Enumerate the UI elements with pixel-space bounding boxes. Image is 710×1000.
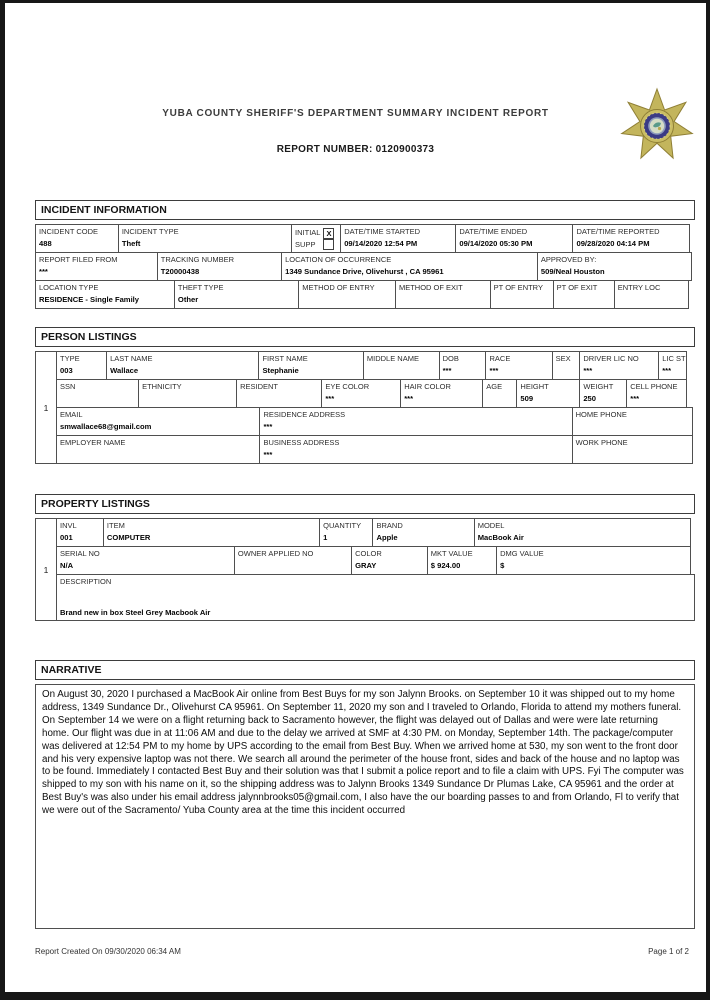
property-row-2 bbox=[56, 546, 695, 575]
footer-page-number: Page 1 of 2 bbox=[648, 947, 689, 956]
description-label: DESCRIPTION bbox=[60, 577, 112, 586]
initial-label: INITIAL bbox=[295, 228, 321, 237]
person-index: 1 bbox=[35, 351, 57, 464]
pt-of-exit-cell bbox=[553, 280, 615, 309]
lic-st-cell bbox=[658, 351, 687, 380]
narrative-text: On August 30, 2020 I purchased a MacBook Air online from Best Buys for my son Jalynn Brooks. on September 10 it was shipped out to my home address, 1349 Sundance Dr., Olivehurst CA 95961. On September 11, 2020 my son and I traveled to Orlando, Florida to attend my mothers funeral. On September 14 we were on a flight returning back to Sacramento however, the flight was delayed out of Dallas and were were late returning home. Our flight was due in at 11:06 AM and due to the delay we arrived at SMF at 4:30 PM. on Monday, September 14th. The package/computer was delivered at 12:54 PM to my home by UPS according to the email from Best Buy. When we arrived home at 530, my son went to the front door and his very expensive laptop was not there. We search all around the perimeter of the house front, sides and back of the house and no laptop was to be found. Immediately I contacted Best Buy and their solution was that I submit a police report and to file a claim with UPS. Fyi The computer was shipped to my son with his name on it, so the shipping address was to Jalynn Brooks 1349 Sundance Dr Plumas Lake, CA 95961 and the order at Best Buy's was also under his email address jalynnbrooks05@gmail.com, I also have the our boarding passes to and from Orlando, Fl to verify that we were out of the Sacramento/ Yuba County area at the time this incident occurred bbox=[35, 684, 695, 929]
pt-of-exit-value bbox=[557, 295, 611, 304]
race-value: *** bbox=[489, 366, 499, 375]
middle-name-value bbox=[367, 366, 436, 375]
height-label: HEIGHT bbox=[520, 382, 549, 391]
report-filed-from-cell bbox=[35, 252, 158, 281]
date-ended-value: 09/14/2020 05:30 PM bbox=[459, 239, 533, 248]
location-type-value: RESIDENCE - Single Family bbox=[39, 295, 140, 304]
property-row-3 bbox=[56, 574, 695, 621]
date-reported-value: 09/28/2020 04:14 PM bbox=[576, 239, 650, 248]
model-value: MacBook Air bbox=[477, 533, 524, 542]
theft-type-cell bbox=[174, 280, 299, 309]
work-phone-cell bbox=[572, 435, 693, 464]
item-label: ITEM bbox=[106, 521, 125, 530]
mkt-value-value: $ 924.00 bbox=[430, 561, 461, 570]
invl-label: INVL bbox=[60, 521, 77, 530]
eye-color-value: *** bbox=[325, 394, 335, 403]
residence-address-value: *** bbox=[263, 422, 273, 431]
driver-lic-no-cell bbox=[579, 351, 659, 380]
person-section-title: PERSON LISTINGS bbox=[35, 327, 695, 347]
employer-name-label: EMPLOYER NAME bbox=[60, 438, 126, 447]
pt-of-exit-label: PT OF EXIT bbox=[556, 283, 598, 292]
business-address-cell bbox=[259, 435, 572, 464]
quantity-cell bbox=[319, 518, 373, 547]
middle-name-cell bbox=[363, 351, 440, 380]
incident-type-cell bbox=[118, 224, 292, 253]
sex-cell bbox=[552, 351, 581, 380]
employer-name-cell bbox=[56, 435, 260, 464]
initial-supp-cell bbox=[291, 224, 341, 253]
dob-value: *** bbox=[442, 366, 452, 375]
tracking-number-value: T20000438 bbox=[160, 267, 200, 276]
race-label: RACE bbox=[489, 354, 511, 363]
first-name-cell bbox=[258, 351, 363, 380]
dmg-value-value: $ bbox=[500, 561, 505, 570]
owner-applied-no-value bbox=[238, 561, 348, 570]
age-label: AGE bbox=[486, 382, 503, 391]
brand-value: Apple bbox=[376, 533, 398, 542]
mkt-value-cell bbox=[427, 546, 497, 575]
description-value: Brand new in box Steel Grey Macbook Air bbox=[60, 608, 211, 617]
hair-color-cell bbox=[400, 379, 483, 408]
incident-section-title: INCIDENT INFORMATION bbox=[35, 200, 695, 220]
first-name-value: Stephanie bbox=[262, 366, 299, 375]
person-type-value: 003 bbox=[60, 366, 73, 375]
method-of-entry-cell bbox=[298, 280, 396, 309]
invl-cell bbox=[56, 518, 104, 547]
last-name-label: LAST NAME bbox=[110, 354, 153, 363]
entry-loc-label: ENTRY LOC bbox=[617, 283, 661, 292]
resident-value bbox=[240, 394, 318, 403]
supp-label: SUPP bbox=[295, 240, 316, 249]
serial-no-cell bbox=[56, 546, 235, 575]
email-cell bbox=[56, 407, 260, 436]
theft-type-value: Other bbox=[177, 295, 199, 304]
incident-row-1 bbox=[35, 224, 695, 253]
home-phone-cell bbox=[572, 407, 693, 436]
cell-phone-label: CELL PHONE bbox=[630, 382, 678, 391]
date-reported-label: DATE/TIME REPORTED bbox=[576, 227, 660, 236]
ethnicity-label: ETHNICITY bbox=[142, 382, 182, 391]
business-address-label: BUSINESS ADDRESS bbox=[263, 438, 340, 447]
date-reported-cell bbox=[572, 224, 689, 253]
theft-type-label: THEFT TYPE bbox=[177, 283, 224, 292]
location-type-label: LOCATION TYPE bbox=[39, 283, 99, 292]
incident-row-3 bbox=[35, 280, 695, 309]
entry-loc-cell bbox=[614, 280, 689, 309]
brand-cell bbox=[372, 518, 474, 547]
dmg-value-cell bbox=[496, 546, 691, 575]
lic-st-label: LIC ST bbox=[662, 354, 686, 363]
employer-name-value bbox=[60, 450, 256, 459]
eye-color-cell bbox=[321, 379, 401, 408]
sex-value bbox=[556, 366, 577, 375]
work-phone-label: WORK PHONE bbox=[575, 438, 628, 447]
date-started-cell bbox=[340, 224, 456, 253]
home-phone-label: HOME PHONE bbox=[575, 410, 627, 419]
tracking-number-cell bbox=[157, 252, 282, 281]
dob-cell bbox=[439, 351, 487, 380]
owner-applied-no-label: OWNER APPLIED NO bbox=[237, 549, 314, 558]
incident-code-cell bbox=[35, 224, 119, 253]
person-row-2 bbox=[56, 379, 695, 408]
item-value: COMPUTER bbox=[106, 533, 151, 542]
incident-information-section bbox=[35, 200, 695, 309]
dmg-value-label: DMG VALUE bbox=[500, 549, 544, 558]
report-page bbox=[5, 3, 706, 992]
item-cell bbox=[103, 518, 320, 547]
mkt-value-label: MKT VALUE bbox=[430, 549, 473, 558]
model-label: MODEL bbox=[477, 521, 505, 530]
height-cell bbox=[516, 379, 580, 408]
location-of-occurrence-label: LOCATION OF OCCURRENCE bbox=[285, 255, 392, 264]
person-listing-1 bbox=[35, 351, 695, 464]
person-type-cell bbox=[56, 351, 107, 380]
sheriff-star-badge-icon bbox=[620, 85, 694, 167]
person-type-label: TYPE bbox=[60, 354, 80, 363]
home-phone-value bbox=[576, 422, 689, 431]
narrative-section-title: NARRATIVE bbox=[35, 660, 695, 680]
lic-st-value: *** bbox=[662, 366, 672, 375]
model-cell bbox=[474, 518, 691, 547]
residence-address-label: RESIDENCE ADDRESS bbox=[263, 410, 346, 419]
property-index: 1 bbox=[35, 518, 57, 621]
method-of-exit-label: METHOD OF EXIT bbox=[398, 283, 463, 292]
person-row-3 bbox=[56, 407, 695, 436]
height-value: 509 bbox=[520, 394, 534, 403]
weight-label: WEIGHT bbox=[583, 382, 614, 391]
incident-code-value: 488 bbox=[39, 239, 52, 248]
last-name-value: Wallace bbox=[110, 366, 139, 375]
color-cell bbox=[351, 546, 428, 575]
incident-code-label: INCIDENT CODE bbox=[39, 227, 99, 236]
resident-label: RESIDENT bbox=[240, 382, 279, 391]
driver-lic-no-value: *** bbox=[583, 366, 593, 375]
work-phone-value bbox=[576, 450, 689, 459]
report-filed-from-value: *** bbox=[39, 267, 48, 276]
ethnicity-value bbox=[142, 394, 233, 403]
age-cell bbox=[482, 379, 517, 408]
cell-phone-value: *** bbox=[630, 394, 640, 403]
tracking-number-label: TRACKING NUMBER bbox=[160, 255, 235, 264]
pt-of-entry-label: PT OF ENTRY bbox=[493, 283, 543, 292]
property-listings-section bbox=[35, 494, 695, 621]
eye-color-label: EYE COLOR bbox=[325, 382, 370, 391]
quantity-value: 1 bbox=[323, 533, 328, 542]
email-label: EMAIL bbox=[60, 410, 83, 419]
age-value bbox=[486, 394, 513, 403]
sex-label: SEX bbox=[555, 354, 571, 363]
approved-by-value: 509/Neal Houston bbox=[540, 267, 605, 276]
owner-applied-no-cell bbox=[234, 546, 352, 575]
business-address-value: *** bbox=[263, 450, 273, 459]
pt-of-entry-value bbox=[494, 295, 550, 304]
location-of-occurrence-value: 1349 Sundance Drive, Olivehurst , CA 95961 bbox=[285, 267, 444, 276]
ssn-label: SSN bbox=[60, 382, 76, 391]
quantity-label: QUANTITY bbox=[323, 521, 362, 530]
weight-cell bbox=[579, 379, 627, 408]
approved-by-label: APPROVED BY: bbox=[540, 255, 597, 264]
incident-type-value: Theft bbox=[121, 239, 141, 248]
method-of-exit-value bbox=[399, 295, 487, 304]
person-row-4 bbox=[56, 435, 695, 464]
ethnicity-cell bbox=[138, 379, 237, 408]
pt-of-entry-cell bbox=[490, 280, 554, 309]
incident-type-label: INCIDENT TYPE bbox=[121, 227, 179, 236]
ssn-cell bbox=[56, 379, 139, 408]
property-section-title: PROPERTY LISTINGS bbox=[35, 494, 695, 514]
narrative-section bbox=[35, 660, 695, 929]
location-of-occurrence-cell bbox=[281, 252, 538, 281]
property-row-1 bbox=[56, 518, 695, 547]
document-title: YUBA COUNTY SHERIFF'S DEPARTMENT SUMMARY INCIDENT REPORT bbox=[162, 108, 549, 119]
date-ended-cell bbox=[455, 224, 573, 253]
serial-no-label: SERIAL NO bbox=[60, 549, 100, 558]
method-of-exit-cell bbox=[395, 280, 491, 309]
brand-label: BRAND bbox=[376, 521, 403, 530]
hair-color-label: HAIR COLOR bbox=[404, 382, 451, 391]
person-listings-section bbox=[35, 327, 695, 464]
first-name-label: FIRST NAME bbox=[262, 354, 308, 363]
dob-label: DOB bbox=[442, 354, 459, 363]
last-name-cell bbox=[106, 351, 259, 380]
hair-color-value: *** bbox=[404, 394, 414, 403]
email-value: smwallace68@gmail.com bbox=[60, 422, 152, 431]
cell-phone-cell bbox=[626, 379, 687, 408]
resident-cell bbox=[236, 379, 322, 408]
person-row-1 bbox=[56, 351, 695, 380]
location-type-cell bbox=[35, 280, 175, 309]
color-label: COLOR bbox=[355, 549, 382, 558]
ssn-value bbox=[60, 394, 135, 403]
description-cell bbox=[56, 574, 695, 621]
date-started-value: 09/14/2020 12:54 PM bbox=[344, 239, 418, 248]
property-listing-1 bbox=[35, 518, 695, 621]
invl-value: 001 bbox=[60, 533, 73, 542]
approved-by-cell bbox=[537, 252, 692, 281]
race-cell bbox=[485, 351, 552, 380]
weight-value: 250 bbox=[583, 394, 596, 403]
middle-name-label: MIDDLE NAME bbox=[366, 354, 419, 363]
method-of-entry-value bbox=[302, 295, 392, 304]
report-filed-from-label: REPORT FILED FROM bbox=[39, 255, 118, 264]
driver-lic-no-label: DRIVER LIC NO bbox=[583, 354, 639, 363]
entry-loc-value bbox=[618, 295, 685, 304]
date-started-label: DATE/TIME STARTED bbox=[344, 227, 421, 236]
page-footer bbox=[35, 947, 689, 956]
footer-created-on: Report Created On 09/30/2020 06:34 AM bbox=[35, 947, 181, 956]
residence-address-cell bbox=[259, 407, 572, 436]
color-value: GRAY bbox=[355, 561, 377, 570]
incident-row-2 bbox=[35, 252, 695, 281]
supp-checkbox bbox=[323, 239, 334, 250]
serial-no-value: N/A bbox=[60, 561, 74, 570]
report-number: REPORT NUMBER: 0120900373 bbox=[276, 144, 435, 155]
initial-checkbox: X bbox=[323, 228, 334, 239]
method-of-entry-label: METHOD OF ENTRY bbox=[302, 283, 375, 292]
date-ended-label: DATE/TIME ENDED bbox=[459, 227, 528, 236]
